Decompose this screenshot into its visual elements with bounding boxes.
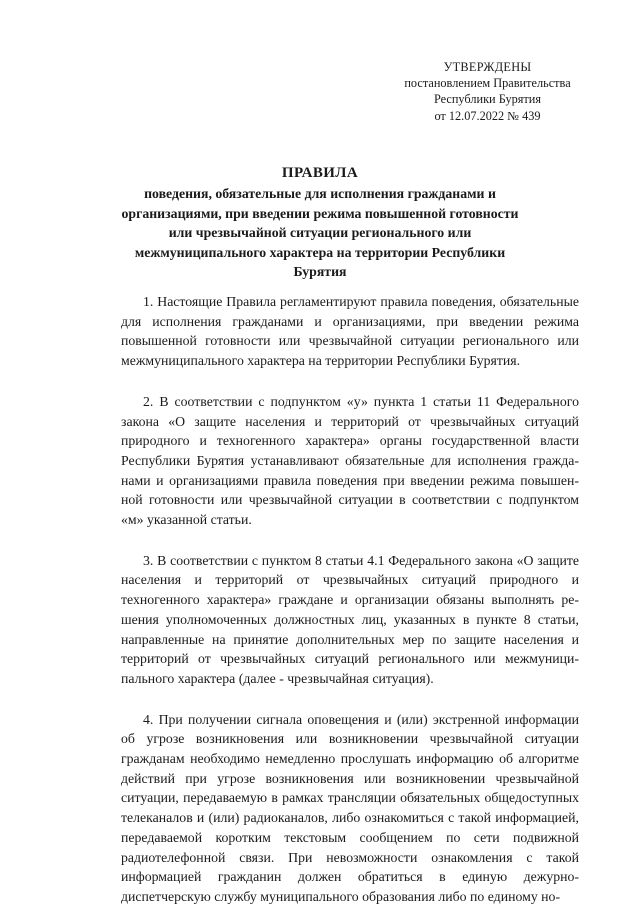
- approval-stamp: УТВЕРЖДЕНЫ: [443, 60, 532, 74]
- approval-line-date: от 12.07.2022 № 439: [434, 108, 541, 123]
- title-heading: ПРАВИЛА: [281, 165, 359, 181]
- approval-line-republic: Республики Бурятия: [433, 92, 542, 107]
- paragraph-3: 3. В соответствии с пунктом 8 статьи 4.1 Федерального закона «О защите населения и территорий от чрезвычайных ситуаций природного и техногенного характера» граждане и организации обязаны выполнять решения уполномоченных должностных лиц, указанных в пункте 8 статьи, направленные на принятие дополнительных мер по защите населения и территорий от чрезвычайных ситуаций регионального или межмуниципального характера (далее - чрезвычайная ситуация).: [121, 552, 579, 686]
- approval-line-resolution: постановлением Правительства: [404, 76, 571, 91]
- document-body: [121, 292, 579, 907]
- paragraph-2: 2. В соответствии с подпунктом «у» пункта 1 статьи 11 Федерального закона «О защите населения и территорий от чрезвычайных ситуаций природного и техногенного характера» органы государственной власти Республики Бурятия устанавливают обязательные для исполнения гражданами и организациями правила поведения при введении режима повышенной готовности или чрезвычайной ситуации в соответствии с подпунктом «м» указанной статьи.: [121, 393, 579, 528]
- approval-block: [385, 59, 590, 124]
- title-subtitle: поведения, обязательные для исполнения гражданами и организациями, при введении режима повышенной готовности или чрезвычайной ситуации регионального или межмуниципального характера на территории Республики Бурятия: [121, 186, 519, 280]
- document-title: [120, 163, 520, 282]
- paragraph-4: 4. При получении сигнала оповещения и (или) экстренной информации об угрозе возникновения или возникновении чрезвычайной ситуации гражданам необходимо немедленно прослушать информацию об алгоритме действий при угрозе возникновения или возникновении чрезвычайной ситуации, передаваемую в рамках трансляции обязательных общедоступных телеканалов и (или) радиоканалов, либо ознакомиться с такой информацией, передаваемой коротким текстовым сообщением по сети подвижной радиотелефонной связи. При невозможности ознакомления с такой информацией гражданин должен обратиться в единую дежурно-диспетчерскую службу муниципального образования либо по единому но-: [121, 711, 579, 904]
- paragraph-1: 1. Настоящие Правила регламентируют правила поведения, обязательные для исполнения гражданами и организациями, при введении режима повышенной готовности или чрезвычайной ситуации регионального или межмуниципального характера на территории Республики Бурятия.: [121, 294, 579, 369]
